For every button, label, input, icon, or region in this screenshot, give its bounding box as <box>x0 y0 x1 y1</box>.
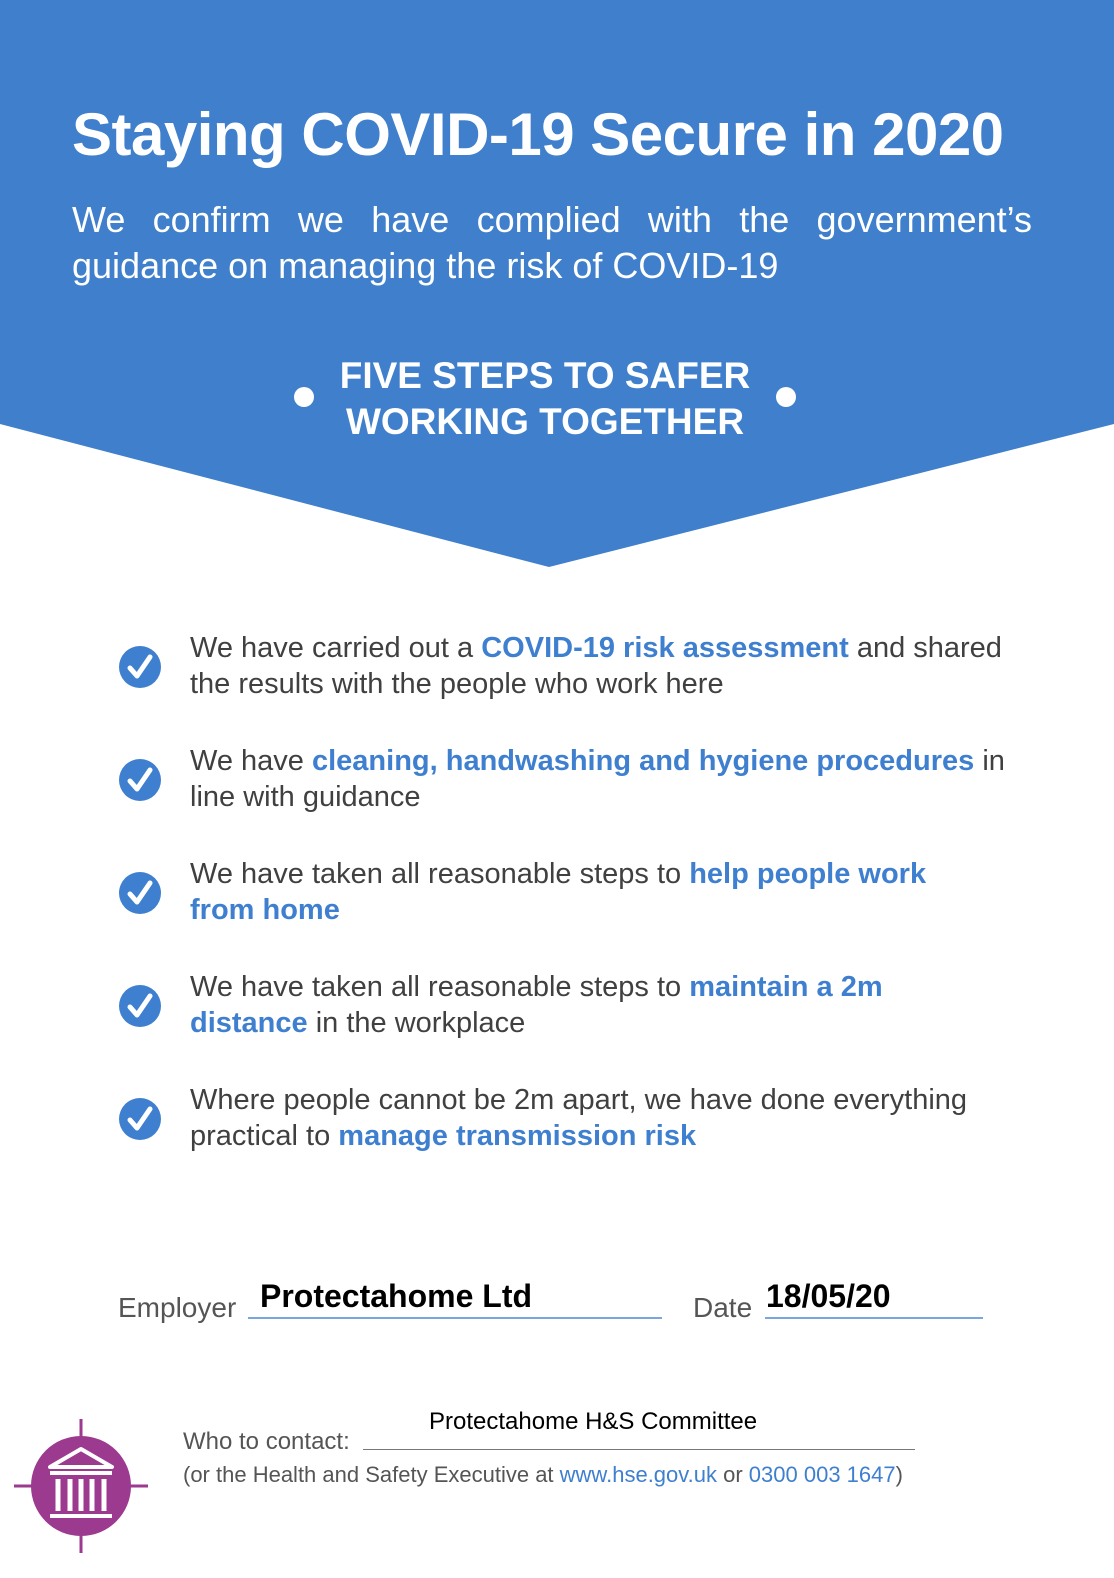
checkmark-circle-icon <box>118 1097 162 1141</box>
checklist-highlight: manage transmission risk <box>338 1120 697 1152</box>
checklist-text: We have carried out a COVID-19 risk assessment and shared the results with the people who work here <box>190 632 1002 700</box>
checklist-highlight: help people work from home <box>190 858 927 926</box>
checkmark-circle-icon <box>118 984 162 1028</box>
checkmark-circle-icon <box>118 871 162 915</box>
hse-phone-link[interactable]: 0300 003 1647 <box>748 1462 896 1487</box>
checkmark-circle-icon <box>118 758 162 802</box>
checklist-item <box>118 1082 1018 1162</box>
steps-heading <box>300 353 790 445</box>
contact-underline <box>363 1449 915 1450</box>
page-subtitle: We confirm we have complied with the government’s guidance on managing the risk of COVID-19 <box>72 199 1032 286</box>
employer-label: Employer <box>118 1292 237 1323</box>
checkmark-circle-icon <box>118 645 162 689</box>
checklist-item <box>118 743 1018 823</box>
checklist-text: We have taken all reasonable steps to help people work from home <box>190 858 927 926</box>
bullet-dot-icon <box>294 387 314 407</box>
checklist-text: Where people cannot be 2m apart, we have done everything practical to manage transmission risk <box>190 1084 968 1152</box>
contact-value: Protectahome H&S Committee <box>429 1408 758 1435</box>
header-banner <box>0 0 1114 580</box>
page-title: Staying COVID-19 Secure in 2020 <box>72 101 1004 168</box>
checklist-text: We have taken all reasonable steps to maintain a 2m distance in the workplace <box>190 971 883 1039</box>
checklist-highlight: COVID-19 risk assessment <box>481 632 849 664</box>
checklist-text: We have cleaning, handwashing and hygiene procedures in line with guidance <box>190 745 1005 813</box>
checklist-highlight: maintain a 2m distance <box>190 971 883 1039</box>
steps-heading-line1: FIVE STEPS TO SAFER <box>339 355 751 396</box>
checklist-item <box>118 969 1018 1049</box>
signoff-row <box>118 1278 998 1328</box>
contact-section <box>183 1408 943 1488</box>
employer-value: Protectahome Ltd <box>260 1278 533 1314</box>
checklist-item <box>118 856 1018 936</box>
hse-note: (or the Health and Safety Executive at www.hse.gov.uk or 0300 003 1647) <box>183 1462 903 1487</box>
checklist-highlight: cleaning, handwashing and hygiene procedures <box>311 745 975 777</box>
date-underline <box>765 1317 983 1319</box>
employer-underline <box>248 1317 662 1319</box>
date-label: Date <box>693 1292 753 1323</box>
date-value: 18/05/20 <box>766 1278 891 1314</box>
contact-label: Who to contact: <box>183 1428 350 1455</box>
steps-heading-line2: WORKING TOGETHER <box>345 401 745 442</box>
building-crosshair-logo-icon <box>14 1419 148 1553</box>
bullet-dot-icon <box>776 387 796 407</box>
hse-website-link[interactable]: www.hse.gov.uk <box>559 1462 717 1487</box>
checklist-item <box>118 630 1018 710</box>
